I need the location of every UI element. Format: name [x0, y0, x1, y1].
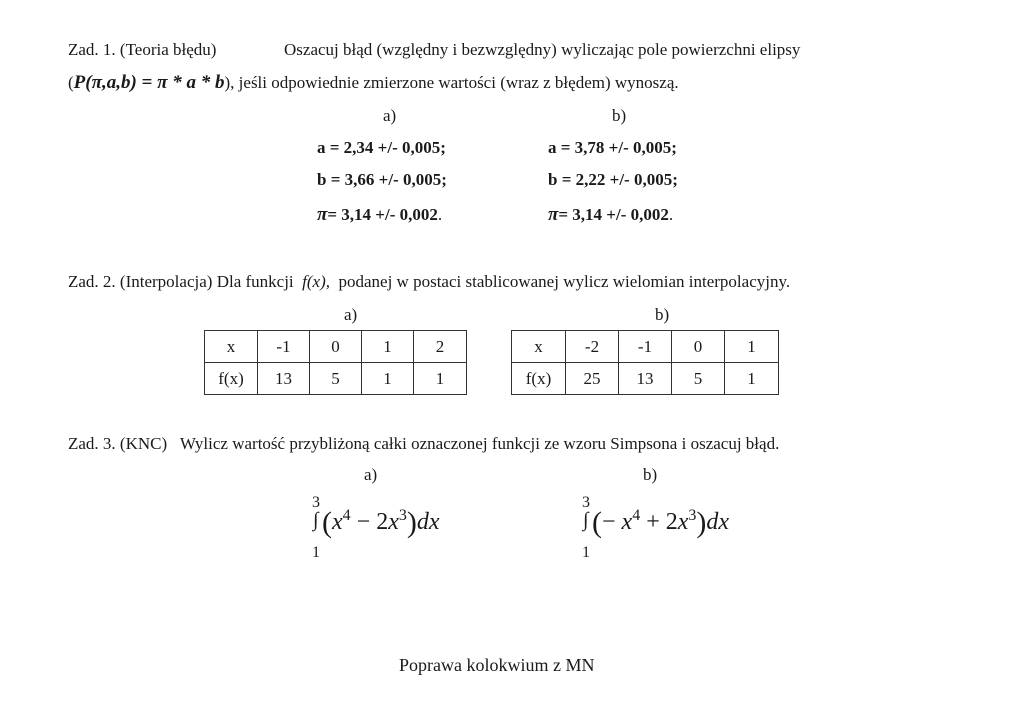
lower-limit: 1 [582, 544, 590, 561]
table-cell: 2 [414, 331, 467, 363]
task1-label: Zad. 1. (Teoria błędu) [68, 40, 217, 59]
task2-table-a [204, 330, 467, 395]
task1-a-value-a: a = 2,34 +/- 0,005; [317, 138, 446, 157]
task3-line [68, 434, 779, 454]
integral-b [582, 494, 762, 564]
pi-symbol: π [548, 204, 559, 225]
table-cell: x [205, 331, 258, 363]
task2-variant-a-label: a) [344, 305, 358, 324]
upper-limit: 3 [582, 494, 590, 511]
task1-variant-a-label: a) [383, 106, 397, 125]
table-cell: 5 [672, 363, 725, 395]
pi-end: . [437, 205, 443, 224]
table-cell: x [512, 331, 566, 363]
task1-variant-b-label: b) [612, 106, 627, 125]
pi-value: = 3,14 +/- 0,002 [558, 205, 669, 224]
table-cell: -1 [258, 331, 310, 363]
integral-a [312, 494, 472, 564]
task2-text-post: podanej w postaci stablicowanej wylicz wielomian interpolacyjny. [338, 272, 791, 291]
task3-label: Zad. 3. (KNC) [68, 434, 168, 453]
integrand: (− $x^4 + 2x^3)dx$ [592, 506, 730, 539]
pi-symbol: π [317, 204, 328, 225]
ellipse-area-formula: P(π,a,b) = π * a * b [73, 72, 225, 93]
table-cell: 1 [725, 363, 779, 395]
table-cell: -2 [566, 331, 619, 363]
task1-b-value-a: a = 3,78 +/- 0,005; [548, 138, 677, 157]
task2-table-b [511, 330, 779, 395]
task1-a-value-pi [317, 204, 442, 226]
table-row [512, 363, 779, 395]
task3-text: Wylicz wartość przybliżoną całki oznaczonej funkcji ze wzoru Simpsona i oszacuj błąd. [179, 434, 780, 453]
table-row [205, 331, 467, 363]
task3-variant-b-label: b) [643, 465, 658, 484]
formula-open-paren: ( [68, 73, 74, 92]
task2-label: Zad. 2. (Interpolacja) [68, 272, 213, 291]
table-cell: -1 [619, 331, 672, 363]
table-cell: 13 [258, 363, 310, 395]
lower-limit: 1 [312, 544, 320, 561]
task1-a-value-b: b = 3,66 +/- 0,005; [317, 170, 447, 189]
table-row [205, 363, 467, 395]
pi-value: = 3,14 +/- 0,002 [327, 205, 438, 224]
task2-line [68, 272, 790, 292]
task1-text-line1: Oszacuj błąd (względny i bezwzględny) wyliczając pole powierzchni elipsy [284, 40, 801, 59]
upper-limit: 3 [312, 494, 320, 511]
table-cell: 0 [672, 331, 725, 363]
task3-variant-a-label: a) [364, 465, 378, 484]
table-cell: f(x) [512, 363, 566, 395]
integral-sign: ∫ [313, 509, 319, 531]
task1-b-value-pi [548, 204, 673, 226]
table-cell: f(x) [205, 363, 258, 395]
task2-func: f(x), [302, 272, 330, 291]
task2-variant-b-label: b) [655, 305, 670, 324]
task2-text-pre: Dla funkcji [216, 272, 294, 291]
integrand: $(x^4 - 2x^3)dx$ [322, 506, 440, 539]
table-row [512, 331, 779, 363]
table-cell: 25 [566, 363, 619, 395]
integral-sign: ∫ [583, 509, 589, 531]
task1-b-value-b: b = 2,22 +/- 0,005; [548, 170, 678, 189]
table-cell: 13 [619, 363, 672, 395]
table-cell: 1 [362, 331, 414, 363]
task1-line2 [68, 72, 679, 94]
table-cell: 1 [725, 331, 779, 363]
table-cell: 0 [310, 331, 362, 363]
task1-text-line2: ), jeśli odpowiednie zmierzone wartości (wraz z błędem) wynoszą. [224, 73, 679, 92]
table-cell: 1 [414, 363, 467, 395]
footer-title: Poprawa kolokwium z MN [399, 655, 595, 675]
table-cell: 5 [310, 363, 362, 395]
pi-end: . [668, 205, 674, 224]
table-cell: 1 [362, 363, 414, 395]
